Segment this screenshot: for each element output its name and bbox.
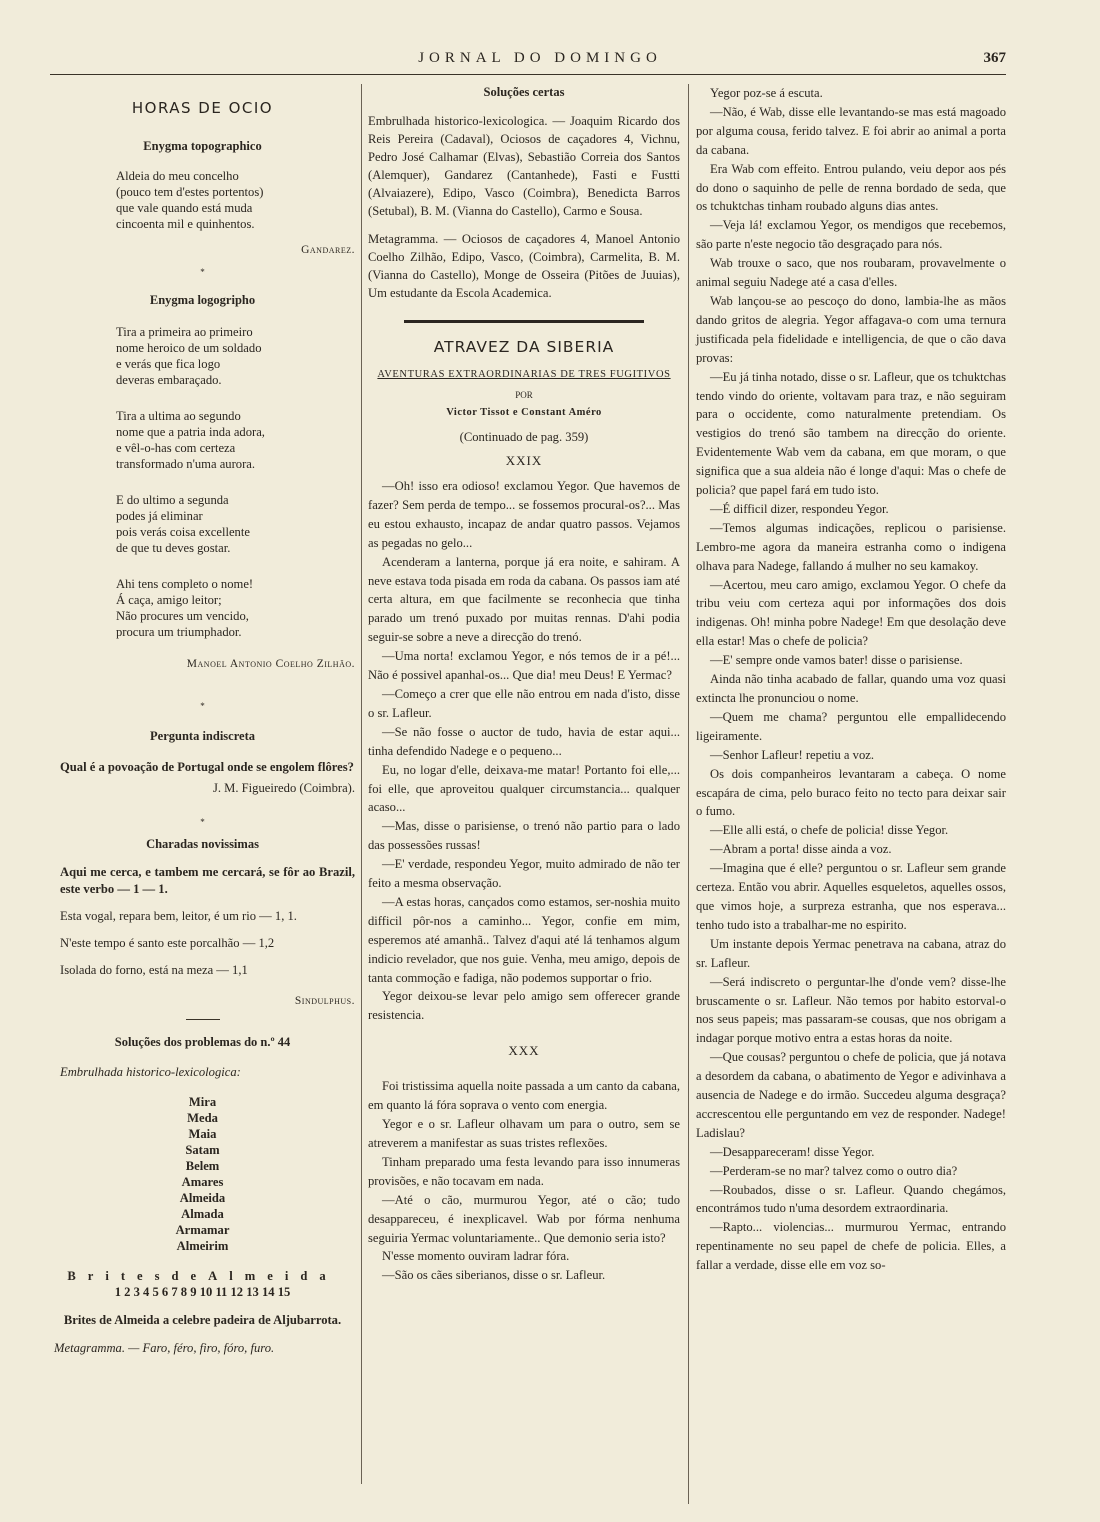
middle-column bbox=[368, 84, 680, 1285]
story-paragraph: Foi tristissima aquella noite passada a um canto da cabana, em quanto lá fóra soprava o vento com energia. bbox=[368, 1079, 680, 1113]
story-paragraph: Era Wab com effeito. Entrou pulando, veiu depor aos pés do dono o saquinho de pelle de renna bordado de seda, que os tchuktchas tinham roubado alguns dias antes. bbox=[696, 161, 1006, 214]
story-paragraph: —Elle alli está, o chefe de policia! disse Yegor. bbox=[710, 823, 949, 838]
enigma-verse bbox=[50, 168, 355, 232]
question-text: Qual é a povoação de Portugal onde se engolem flôres? bbox=[60, 760, 354, 774]
story-paragraph: —Temos algumas indicações, replicou o parisiense. Lembro-me agora da maneira estranha como o indigena olhava para Nadege, fallando á mulher no seu kamakoy. bbox=[696, 520, 1006, 573]
story-paragraph: —E' sempre onde vamos bater! disse o parisiense. bbox=[710, 653, 963, 668]
header-rule bbox=[50, 74, 1006, 75]
solution-numbers: 1 2 3 4 5 6 7 8 9 10 11 12 13 14 15 bbox=[114, 1285, 291, 1299]
story-paragraph: —São os cães siberianos, disse o sr. Lafleur. bbox=[382, 1268, 606, 1283]
story-by: POR bbox=[515, 390, 533, 400]
right-column bbox=[696, 84, 1006, 1275]
verse-line: nome heroico de um soldado bbox=[116, 341, 262, 355]
verse-line: E do ultimo a segunda bbox=[116, 493, 229, 507]
column-divider bbox=[361, 84, 362, 1484]
verse-line: procura um triumphador. bbox=[116, 625, 242, 639]
verse-line: nome que a patria inda adora, bbox=[116, 425, 265, 439]
solution-word: Armamar bbox=[175, 1223, 230, 1237]
story-paragraph: Um instante depois Yermac penetrava na cabana, atraz do sr. Lafleur. bbox=[696, 936, 1006, 970]
page-number: 367 bbox=[983, 50, 1006, 66]
story-paragraph: —Quem me chama? perguntou elle empallidecendo ligeiramente. bbox=[696, 709, 1006, 743]
verse-line: podes já eliminar bbox=[116, 509, 203, 523]
story-authors: Victor Tissot e Constant Améro bbox=[446, 407, 602, 418]
solution-letters: BritesdeAlmeida bbox=[67, 1269, 338, 1283]
story-paragraph: Wab lançou-se ao pescoço do dono, lambia-lhe as mãos dando gritos de alegria. Yegor affagava-o com uma ternura justificada pela fidelidade e intelligencia, de que o cão dava provas: bbox=[696, 293, 1006, 365]
author-signature: Sindulphus. bbox=[294, 995, 355, 1007]
solution-word: Meda bbox=[187, 1111, 218, 1125]
story-paragraph: —Veja lá! exclamou Yegor, os mendigos que recebemos, são parte n'este negocio tão desgraçado para nós. bbox=[696, 218, 1006, 252]
enigma-title: Enygma topographico bbox=[143, 139, 262, 153]
story-paragraph: —Roubados, disse o sr. Lafleur. Quando chegámos, encontrámos tudo n'uma desordem extraordinaria. bbox=[696, 1182, 1006, 1216]
solution-word: Belem bbox=[185, 1159, 220, 1173]
charade: Aqui me cerca, e tambem me cercará, se fôr ao Brazil, este verbo — 1 — 1. bbox=[60, 865, 355, 896]
story-paragraph: —Mas, disse o parisiense, o trenó não partio para o lado das possessões russas! bbox=[368, 819, 680, 853]
solution-word: Almeirim bbox=[176, 1239, 229, 1253]
solutions-subtitle: Embrulhada historico-lexicologica: bbox=[60, 1065, 241, 1079]
story-paragraph: Wab trouxe o saco, que nos roubaram, provavelmente o animal seguiu Nadege até a casa d'elles. bbox=[696, 256, 1006, 290]
solution-word: Maia bbox=[188, 1127, 217, 1141]
story-paragraph: —Que cousas? perguntou o chefe de policia, que já notava a desordem da cabana, o abatimento de Yegor e adivinhava a ausencia de Nadege e do irmão. Succedeu alguma desgraça? accrescentou elle perguntando em vez de responder. Nadege! Ladislau? bbox=[696, 1050, 1006, 1140]
story-paragraph: —Se não fosse o auctor de tudo, havia de estar aqui... tinha defendido Nadege e o pequeno... bbox=[368, 724, 680, 758]
separator-star: * bbox=[200, 701, 205, 711]
journal-title: JORNAL DO DOMINGO bbox=[418, 50, 662, 66]
verse-line: Tira a primeira ao primeiro bbox=[116, 325, 253, 339]
verse-line: cincoenta mil e quinhentos. bbox=[116, 217, 255, 231]
author-signature: J. M. Figueiredo (Coimbra). bbox=[212, 781, 355, 795]
verse-line: pois verás coisa excellente bbox=[116, 525, 250, 539]
story-paragraph: —Imagina que é elle? perguntou o sr. Lafleur sem grande certeza. Então vou abrir. Aquelles esqueletos, aquelles ossos, que vimos hoje, a surpreza estranha, que nos esperava... tenho tudo isto a trabalhar-me no espirito. bbox=[696, 861, 1006, 932]
story-paragraph: —Oh! isso era odioso! exclamou Yegor. Que havemos de fazer? Sem perda de tempo... se fossemos procural-os?... Mas eu estou exhausto, incapaz de andar quatro passos. Vejamos as pegadas no gelo... bbox=[368, 479, 680, 550]
verse-line: de que tu deves gostar. bbox=[116, 541, 231, 555]
solution-word: Amares bbox=[181, 1175, 224, 1189]
story-paragraph: —Desappareceram! disse Yegor. bbox=[710, 1144, 875, 1159]
chapter-heading: XXX bbox=[508, 1043, 540, 1059]
story-paragraph: Ainda não tinha acabado de fallar, quando uma voz quasi extincta lhe pronunciou o nome. bbox=[696, 672, 1006, 705]
story-paragraph: —É difficil dizer, respondeu Yegor. bbox=[710, 501, 889, 516]
solutions-paragraph: Embrulhada historico-lexicologica. — Joaquim Ricardo dos Reis Pereira (Cadaval), Ociosos de caçadores 4, Vichnu, Pedro José Calhamar (Elvas), Sebastião Correia dos Santos (Alemquer), Gandarez (Cantanhede), Fasti e Fustti (Alvaiazere), Edipo, Vasco (Coimbra), Benedicta Barros (Setubal), B. M. (Vianna do Castello), Carmo e Sousa. bbox=[368, 114, 680, 218]
question-title: Pergunta indiscreta bbox=[150, 729, 255, 743]
column-divider bbox=[688, 84, 689, 1504]
story-paragraph: —E' verdade, respondeu Yegor, muito admirado de não ter feito a mesma observação. bbox=[368, 857, 680, 891]
story-paragraph: Yegor e o sr. Lafleur olhavam um para o outro, sem se atreverem a manifestar as suas tristes reflexões. bbox=[368, 1117, 680, 1150]
author-signature: Manoel Antonio Coelho Zilhão. bbox=[186, 658, 355, 670]
solution-word: Satam bbox=[185, 1143, 220, 1157]
charade: Esta vogal, repara bem, leitor, é um rio — 1, 1. bbox=[60, 909, 297, 923]
solution-word: Almeida bbox=[179, 1191, 226, 1205]
story-paragraph: Os dois companheiros levantaram a cabeça. O nome escapára de cima, pelo buraco feito no tecto para deixar sair o fumo. bbox=[696, 766, 1006, 819]
left-column bbox=[50, 84, 355, 1356]
separator-star: * bbox=[200, 817, 205, 827]
solutions-title: Soluções dos problemas do n.º 44 bbox=[114, 1035, 291, 1049]
story-paragraph: Tinham preparado uma festa levando para isso innumeras provisões, e não tocavam em nada. bbox=[368, 1154, 680, 1188]
story-paragraph: —Começo a crer que elle não entrou em nada d'isto, disse o sr. Lafleur. bbox=[368, 686, 680, 720]
chapter-heading: XXIX bbox=[505, 453, 543, 468]
story-paragraph: —Perderam-se no mar? talvez como o outro dia? bbox=[710, 1163, 958, 1178]
story-paragraph: —Acertou, meu caro amigo, exclamou Yegor. O chefe da tribu veiu com certeza aqui por informações dos dois indigenas. Oh! minha pobre Nadege! Em que desolação deve ella estar! Mas o chefe de policia? bbox=[696, 577, 1006, 649]
verse-line: (pouco tem d'estes portentos) bbox=[116, 185, 264, 199]
verse-line: Á caça, amigo leitor; bbox=[116, 593, 222, 607]
charades-title: Charadas novissimas bbox=[146, 837, 259, 851]
story-paragraph: —Abram a porta! disse ainda a voz. bbox=[710, 842, 892, 857]
metagramma-line: Metagramma. — Faro, féro, firo, fóro, furo. bbox=[54, 1341, 275, 1355]
story-paragraph: Yegor deixou-se levar pelo amigo sem offerecer grande resistencia. bbox=[368, 989, 680, 1023]
story-title: ATRAVEZ DA SIBERIA bbox=[433, 338, 615, 356]
story-paragraph: —Senhor Lafleur! repetiu a voz. bbox=[710, 747, 875, 762]
solution-line: Brites de Almeida a celebre padeira de Aljubarrota. bbox=[63, 1313, 342, 1327]
solutions-list bbox=[50, 1094, 355, 1254]
enigma-verse bbox=[50, 324, 355, 640]
verse-line: e verás que fica logo bbox=[116, 357, 221, 371]
verse-line: Tira a ultima ao segundo bbox=[116, 409, 241, 423]
story-paragraph: —Não, é Wab, disse elle levantando-se mas está magoado por alguma cousa, ferido talvez. E foi abrir ao animal a porta da cabana. bbox=[696, 104, 1006, 157]
story-paragraph: —A estas horas, cançados como estamos, ser-noshia muito difficil pôr-nos a caminho... Yegor, confie em mim, esperemos até amanhã.. Talvez d'aqui até lá tenhamos algum indicio revelador, que nos guie. Venha, meu amigo, depois de tanta commoção e fadiga, não podemos supportar o frio. bbox=[368, 894, 680, 985]
enigma-title: Enygma logogripho bbox=[149, 293, 256, 307]
solutions-title: Soluções certas bbox=[483, 85, 565, 99]
section-title: HORAS DE OCIO bbox=[131, 99, 274, 117]
charade: Isolada do forno, está na meza — 1,1 bbox=[60, 963, 248, 977]
solutions-paragraph: Metagramma. — Ociosos de caçadores 4, Manoel Antonio Coelho Zilhão, Edipo, Vasco, (Coimbra), Carmelita, B. M. (Vianna do Castello), Monge de Osseira (Pitões de Juuias), Um estudante da Escola Academica. bbox=[368, 232, 680, 300]
verse-line: Aldeia do meu concelho bbox=[116, 169, 239, 183]
story-subtitle: AVENTURAS EXTRAORDINARIAS DE TRES FUGITIVOS bbox=[377, 369, 671, 380]
story-paragraph: —Até o cão, murmurou Yegor, até o cão; tudo desappareceu, é inexplicavel. Wab por fórma nenhuma seguiria Yermac voluntariamente.. Que demonio seria isto? bbox=[368, 1192, 680, 1245]
verse-line: e vêl-o-has com certeza bbox=[116, 441, 236, 455]
story-paragraph: Yegor poz-se á escuta. bbox=[710, 86, 823, 100]
verse-line: deveras embaraçado. bbox=[116, 373, 222, 387]
author-signature: Gandarez. bbox=[301, 244, 355, 256]
story-paragraph: N'esse momento ouviram ladrar fóra. bbox=[382, 1249, 570, 1264]
solution-word: Mira bbox=[188, 1095, 217, 1109]
verse-line: Não procures um vencido, bbox=[116, 609, 249, 623]
continuation-note: (Continuado de pag. 359) bbox=[459, 430, 589, 444]
verse-line: que vale quando está muda bbox=[116, 201, 253, 215]
solution-word: Almada bbox=[181, 1207, 224, 1221]
story-paragraph: Eu, no logar d'elle, deixava-me matar! Portanto foi elle,... foi elle, que aproveitou qualquer circumstancia... qualquer acaso... bbox=[368, 762, 680, 815]
story-paragraph: Acenderam a lanterna, porque já era noite, e sahiram. A neve estava toda pisada em roda da cabana. Os passos iam até certa altura, em que facilmente se reconhecia que tinha parado um trenó puxado por muitas rennas. D'ahi podia seguir-se sobre a neve a direcção do trenó. bbox=[368, 554, 680, 645]
story-paragraph: —Será indiscreto o perguntar-lhe d'onde vem? disse-lhe bruscamente o sr. Lafleur. Não temos por habito estorval-o nos seus papeis; mas passaram-se cousas, que nos obrigam a indagar porque motivo entra a estas horas da noite. bbox=[696, 974, 1006, 1046]
verse-line: transformado n'uma aurora. bbox=[116, 457, 255, 471]
verse-line: Ahi tens completo o nome! bbox=[116, 577, 254, 591]
separator-star: * bbox=[200, 267, 205, 277]
charade: N'este tempo é santo este porcalhão — 1,2 bbox=[60, 936, 275, 950]
story-paragraph: —Uma norta! exclamou Yegor, e nós temos de ir a pé!... Não é possivel apanhal-os... Que dia! meu Deus! E Yermac? bbox=[368, 649, 680, 683]
story-paragraph: —Eu já tinha notado, disse o sr. Lafleur, que os tchuktchas tendo vindo do oriente, voltavam para traz, e não seguiram para o occidente, como naturalmente pretendiam. Os vestigios do trenó são tambem na direcção do oriente. Evidentemente Wab vem da cabana, em que moram, o que significa que a sua aldeia não é longe d'aqui: Mas o chefe de policia? que papel fará em tudo isto. bbox=[696, 369, 1006, 498]
story-paragraph: —Rapto... violencias... murmurou Yermac, entrando repentinamente no seu papel de chefe de policia. Elles, a fallar a verdade, disse elle em voz so- bbox=[696, 1220, 1006, 1273]
charades-list bbox=[50, 864, 355, 979]
